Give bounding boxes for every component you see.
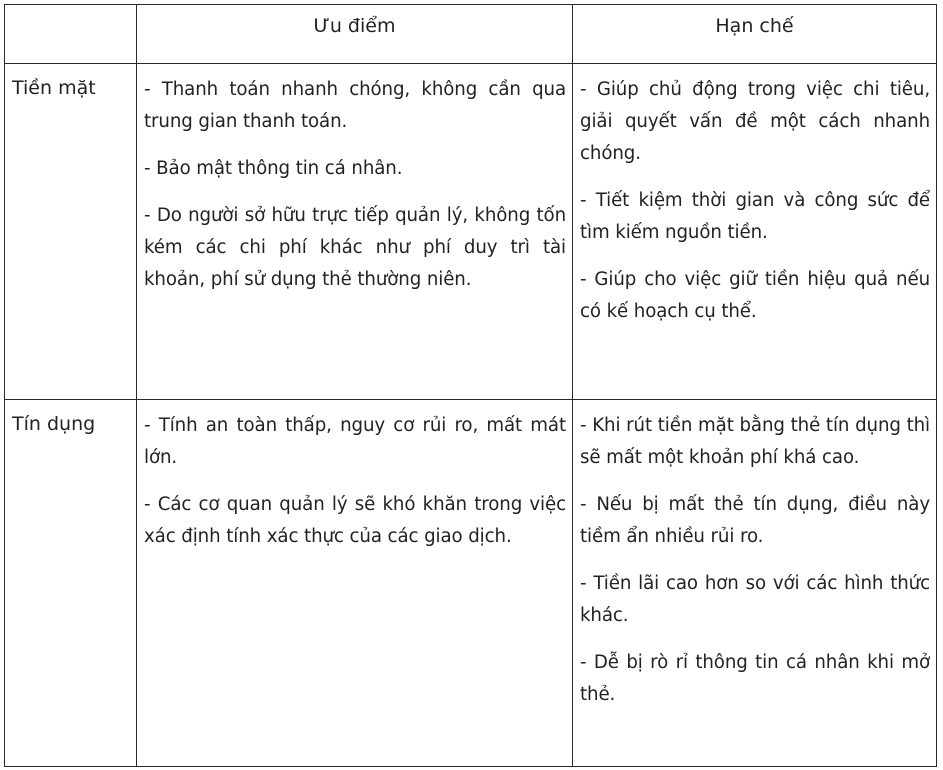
header-advantages: Ưu điểm	[313, 15, 396, 37]
header-limitations-cell	[573, 5, 937, 64]
header-limitations: Hạn chế	[715, 15, 794, 37]
list-item: - Giúp chủ động trong việc chi tiêu, giải quyết vấn đề một cách nhanh chóng.	[580, 79, 930, 164]
header-advantages-cell	[137, 5, 573, 64]
list-item: - Tính an toàn thấp, nguy cơ rủi ro, mất mát lớn.	[144, 415, 566, 468]
comparison-table	[4, 4, 937, 767]
cash-limitations-cell	[573, 64, 937, 400]
row-label-credit: Tín dụng	[12, 413, 96, 435]
list-item: - Giúp cho việc giữ tiền hiệu quả nếu có kế hoạch cụ thể.	[580, 269, 930, 322]
list-item: - Nếu bị mất thẻ tín dụng, điều này tiềm ẩn nhiều rủi ro.	[580, 494, 930, 547]
table-row-credit	[5, 400, 937, 767]
credit-limitations-cell	[573, 400, 937, 767]
list-item: - Tiền lãi cao hơn so với các hình thức khác.	[580, 573, 930, 626]
list-item: - Thanh toán nhanh chóng, không cần qua trung gian thanh toán.	[144, 79, 566, 132]
list-item: - Khi rút tiền mặt bằng thẻ tín dụng thì sẽ mất một khoản phí khá cao.	[580, 415, 930, 468]
credit-advantages-cell	[137, 400, 573, 767]
row-label-cell	[5, 64, 137, 400]
list-item: - Do người sở hữu trực tiếp quản lý, không tốn kém các chi phí khác như phí duy trì tài khoản, phí sử dụng thẻ thường niên.	[144, 205, 566, 290]
table-row-cash	[5, 64, 937, 400]
list-item: - Bảo mật thông tin cá nhân.	[144, 158, 403, 179]
header-corner-cell	[5, 5, 137, 64]
row-label-cell	[5, 400, 137, 767]
cash-advantages-cell	[137, 64, 573, 400]
list-item: - Các cơ quan quản lý sẽ khó khăn trong việc xác định tính xác thực của các giao dịch.	[144, 494, 566, 547]
table-header-row	[5, 5, 937, 64]
list-item: - Dễ bị rò rỉ thông tin cá nhân khi mở thẻ.	[580, 652, 930, 705]
list-item: - Tiết kiệm thời gian và công sức để tìm kiếm nguồn tiền.	[580, 190, 930, 243]
row-label-cash: Tiền mặt	[12, 77, 96, 99]
